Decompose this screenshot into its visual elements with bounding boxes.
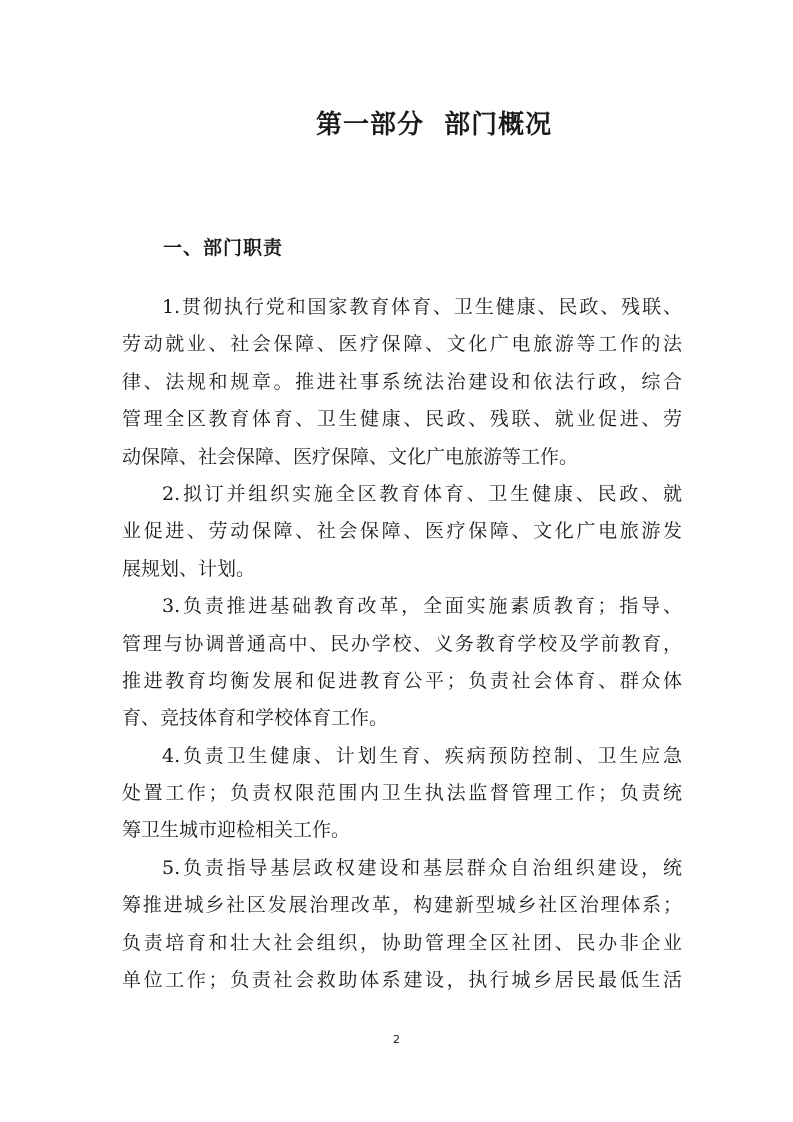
text-line: 1.贯彻执行党和国家教育体育、卫生健康、民政、残联、 <box>162 296 682 318</box>
text-line: 管理全区教育体育、卫生健康、民政、残联、就业促进、劳 <box>122 408 682 431</box>
text-line: 处置工作；负责权限范围内卫生执法监督管理工作；负责统 <box>122 782 682 805</box>
text-line: 负责培育和壮大社会组织，协助管理全区社团、民办非企业 <box>122 931 682 954</box>
text-line: 动保障、社会保障、医疗保障、文化广电旅游等工作。 <box>122 445 579 468</box>
text-line: 3.负责推进基础教育改革，全面实施素质教育；指导、 <box>162 595 682 618</box>
text-line: 5.负责指导基层政权建设和基层群众自治组织建设，统 <box>162 856 682 879</box>
text-line: 业促进、劳动保障、社会保障、医疗保障、文化广电旅游发 <box>122 520 682 543</box>
text-line: 单位工作；负责社会救助体系建设，执行城乡居民最低生活 <box>122 969 682 992</box>
body-text <box>122 289 682 999</box>
text-line: 劳动就业、社会保障、医疗保障、文化广电旅游等工作的法 <box>122 333 682 356</box>
text-line: 4.负责卫生健康、计划生育、疾病预防控制、卫生应急 <box>162 744 682 767</box>
page-number: 2 <box>393 1033 400 1046</box>
text-line: 展规划、计划。 <box>122 557 256 580</box>
text-line: 筹推进城乡社区发展治理改革，构建新型城乡社区治理体系； <box>122 894 682 917</box>
text-line: 筹卫生城市迎检相关工作。 <box>122 819 351 842</box>
text-line: 育、竞技体育和学校体育工作。 <box>122 707 389 730</box>
text-line: 律、法规和规章。推进社事系统法治建设和依法行政，综合 <box>122 370 682 393</box>
text-line: 推进教育均衡发展和促进教育公平；负责社会体育、群众体 <box>122 669 682 692</box>
text-line: 管理与协调普通高中、民办学校、义务教育学校及学前教育， <box>122 632 682 655</box>
page-title: 第一部分 部门概况 <box>316 110 553 140</box>
text-line: 2.拟订并组织实施全区教育体育、卫生健康、民政、就 <box>162 482 682 505</box>
section-heading: 一、部门职责 <box>163 237 284 259</box>
